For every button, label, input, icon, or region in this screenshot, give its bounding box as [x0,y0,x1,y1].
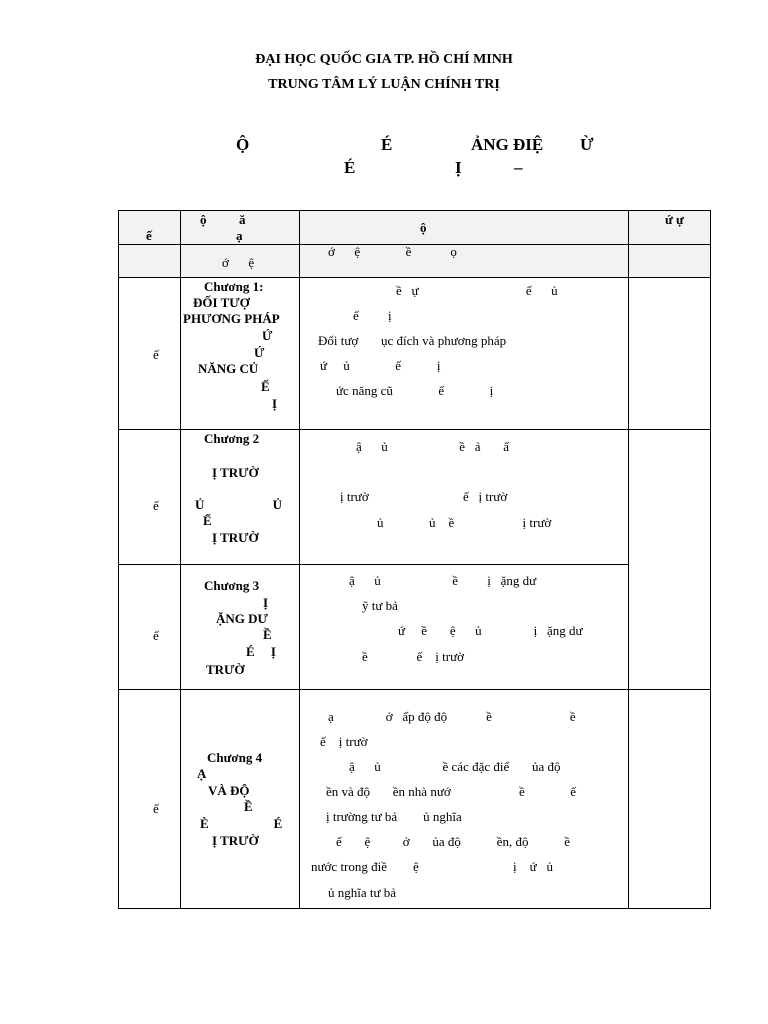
activity-line: Đối tượ ục đích và phương pháp [318,333,507,348]
chapter-title-line: Ị [263,595,269,610]
activity-line: ế ị trườ [320,734,368,749]
title-frag: É [344,158,356,177]
chapter-title-line: TRƯỜ [206,662,245,677]
row-week: ế [153,347,159,362]
chapter-title-line: PHƯƠNG PHÁP [183,311,280,326]
activity-line: ậ ủ ề các đặc điể ủa độ [349,759,561,774]
header-cell-week: ế [146,228,152,243]
table-border [299,210,300,909]
table-border [118,210,711,211]
title-frag: – [514,158,523,177]
activity-line: ậ ủ ề ị ặng dư [349,573,537,588]
chapter-title-line: NĂNG CỦ [198,361,259,376]
header-cell-content: ộ ă [200,212,246,227]
chapter-title-line: Ế [261,379,270,394]
table-border [180,210,181,909]
table-border [628,210,629,909]
table-border [118,277,711,278]
activity-line: nước trong điề ệ ị ứ ủ [311,859,553,874]
table-border [118,429,711,430]
table-border [710,210,711,909]
university-name: ĐẠI HỌC QUỐC GIA TP. HỒ CHÍ MINH [255,52,513,67]
chapter-title-line: Ứ [262,328,273,343]
title-frag: Ộ [236,135,250,154]
chapter-title-line: È É [200,816,283,831]
chapter-title-line: Ứ [254,345,265,360]
chapter-title-line: Chương 3 [204,578,260,593]
table-border [118,908,711,909]
header-cell-content: ạ [236,228,243,243]
activity-line: ị trườ ế ị trườ [340,489,508,504]
row-week: ế [153,801,159,816]
activity-line: ủ nghĩa tư bả [328,885,397,900]
title-frag: Ừ [580,135,594,154]
activity-line: ế ệ ở ủa độ ền, độ ề [336,834,570,849]
subheader-cell: ớ ệ [222,255,255,270]
chapter-title-line: Ị TRƯỜ [212,530,259,545]
title-frag: ẢNG ĐIỆ [471,135,544,154]
chapter-title-line: Chương 4 [207,750,263,765]
activity-line: ị trường tư bả ủ nghĩa [326,809,462,824]
chapter-title-line: Ế [203,513,212,528]
activity-line: ức năng cũ ế ị [336,383,494,398]
activity-line: ứ ề ệ ủ ị ặng dư [398,623,583,638]
activity-line: ủ ủ ề ị trườ [377,515,552,530]
chapter-title-line: Ị TRƯỜ [212,465,259,480]
chapter-title-line: Ạ [197,766,207,781]
chapter-title-line: Ị [272,396,278,411]
row-week: ế [153,498,159,513]
header-cell-activity: ộ [420,220,427,235]
center-name: TRUNG TÂM LÝ LUẬN CHÍNH TRỊ [268,77,500,92]
chapter-title-line: ĐỐI TƯỢ [193,295,250,310]
chapter-title-line: Chương 2 [204,431,260,446]
chapter-title-line: É Ị [246,644,276,659]
activity-line: ề ự ế ủ [396,283,558,298]
chapter-title-line: VÀ ĐỘ [208,783,250,798]
chapter-title-line: Ị TRƯỜ [212,833,259,848]
chapter-title-line: Ề [244,799,253,814]
title-frag: Ị [455,158,462,177]
chapter-title-line: ẶNG DƯ [216,611,268,626]
table-border [118,564,629,565]
activity-line: ứ ủ ế ị [320,358,441,373]
activity-line: ạ ở ấp độ độ ề ề [328,709,576,724]
chapter-title-line: Ủ Ủ [195,497,283,512]
subheader-cell: ớ ệ ề ọ [328,244,457,259]
chapter-title-line: Chương 1: [204,279,264,294]
table-border [118,689,711,690]
activity-line: ế ị [353,308,392,323]
activity-line: ậ ủ ề ả ấ [356,439,510,454]
header-cell-notes: ứ ự [665,212,684,227]
chapter-title-line: Ề [263,627,272,642]
title-frag: É [381,135,393,154]
table-border [118,210,119,909]
row-week: ế [153,628,159,643]
activity-line: ỹ tư bả [362,598,398,613]
activity-line: ền và độ ền nhà nướ ề ế [326,784,577,799]
activity-line: ề ế ị trườ [362,649,465,664]
